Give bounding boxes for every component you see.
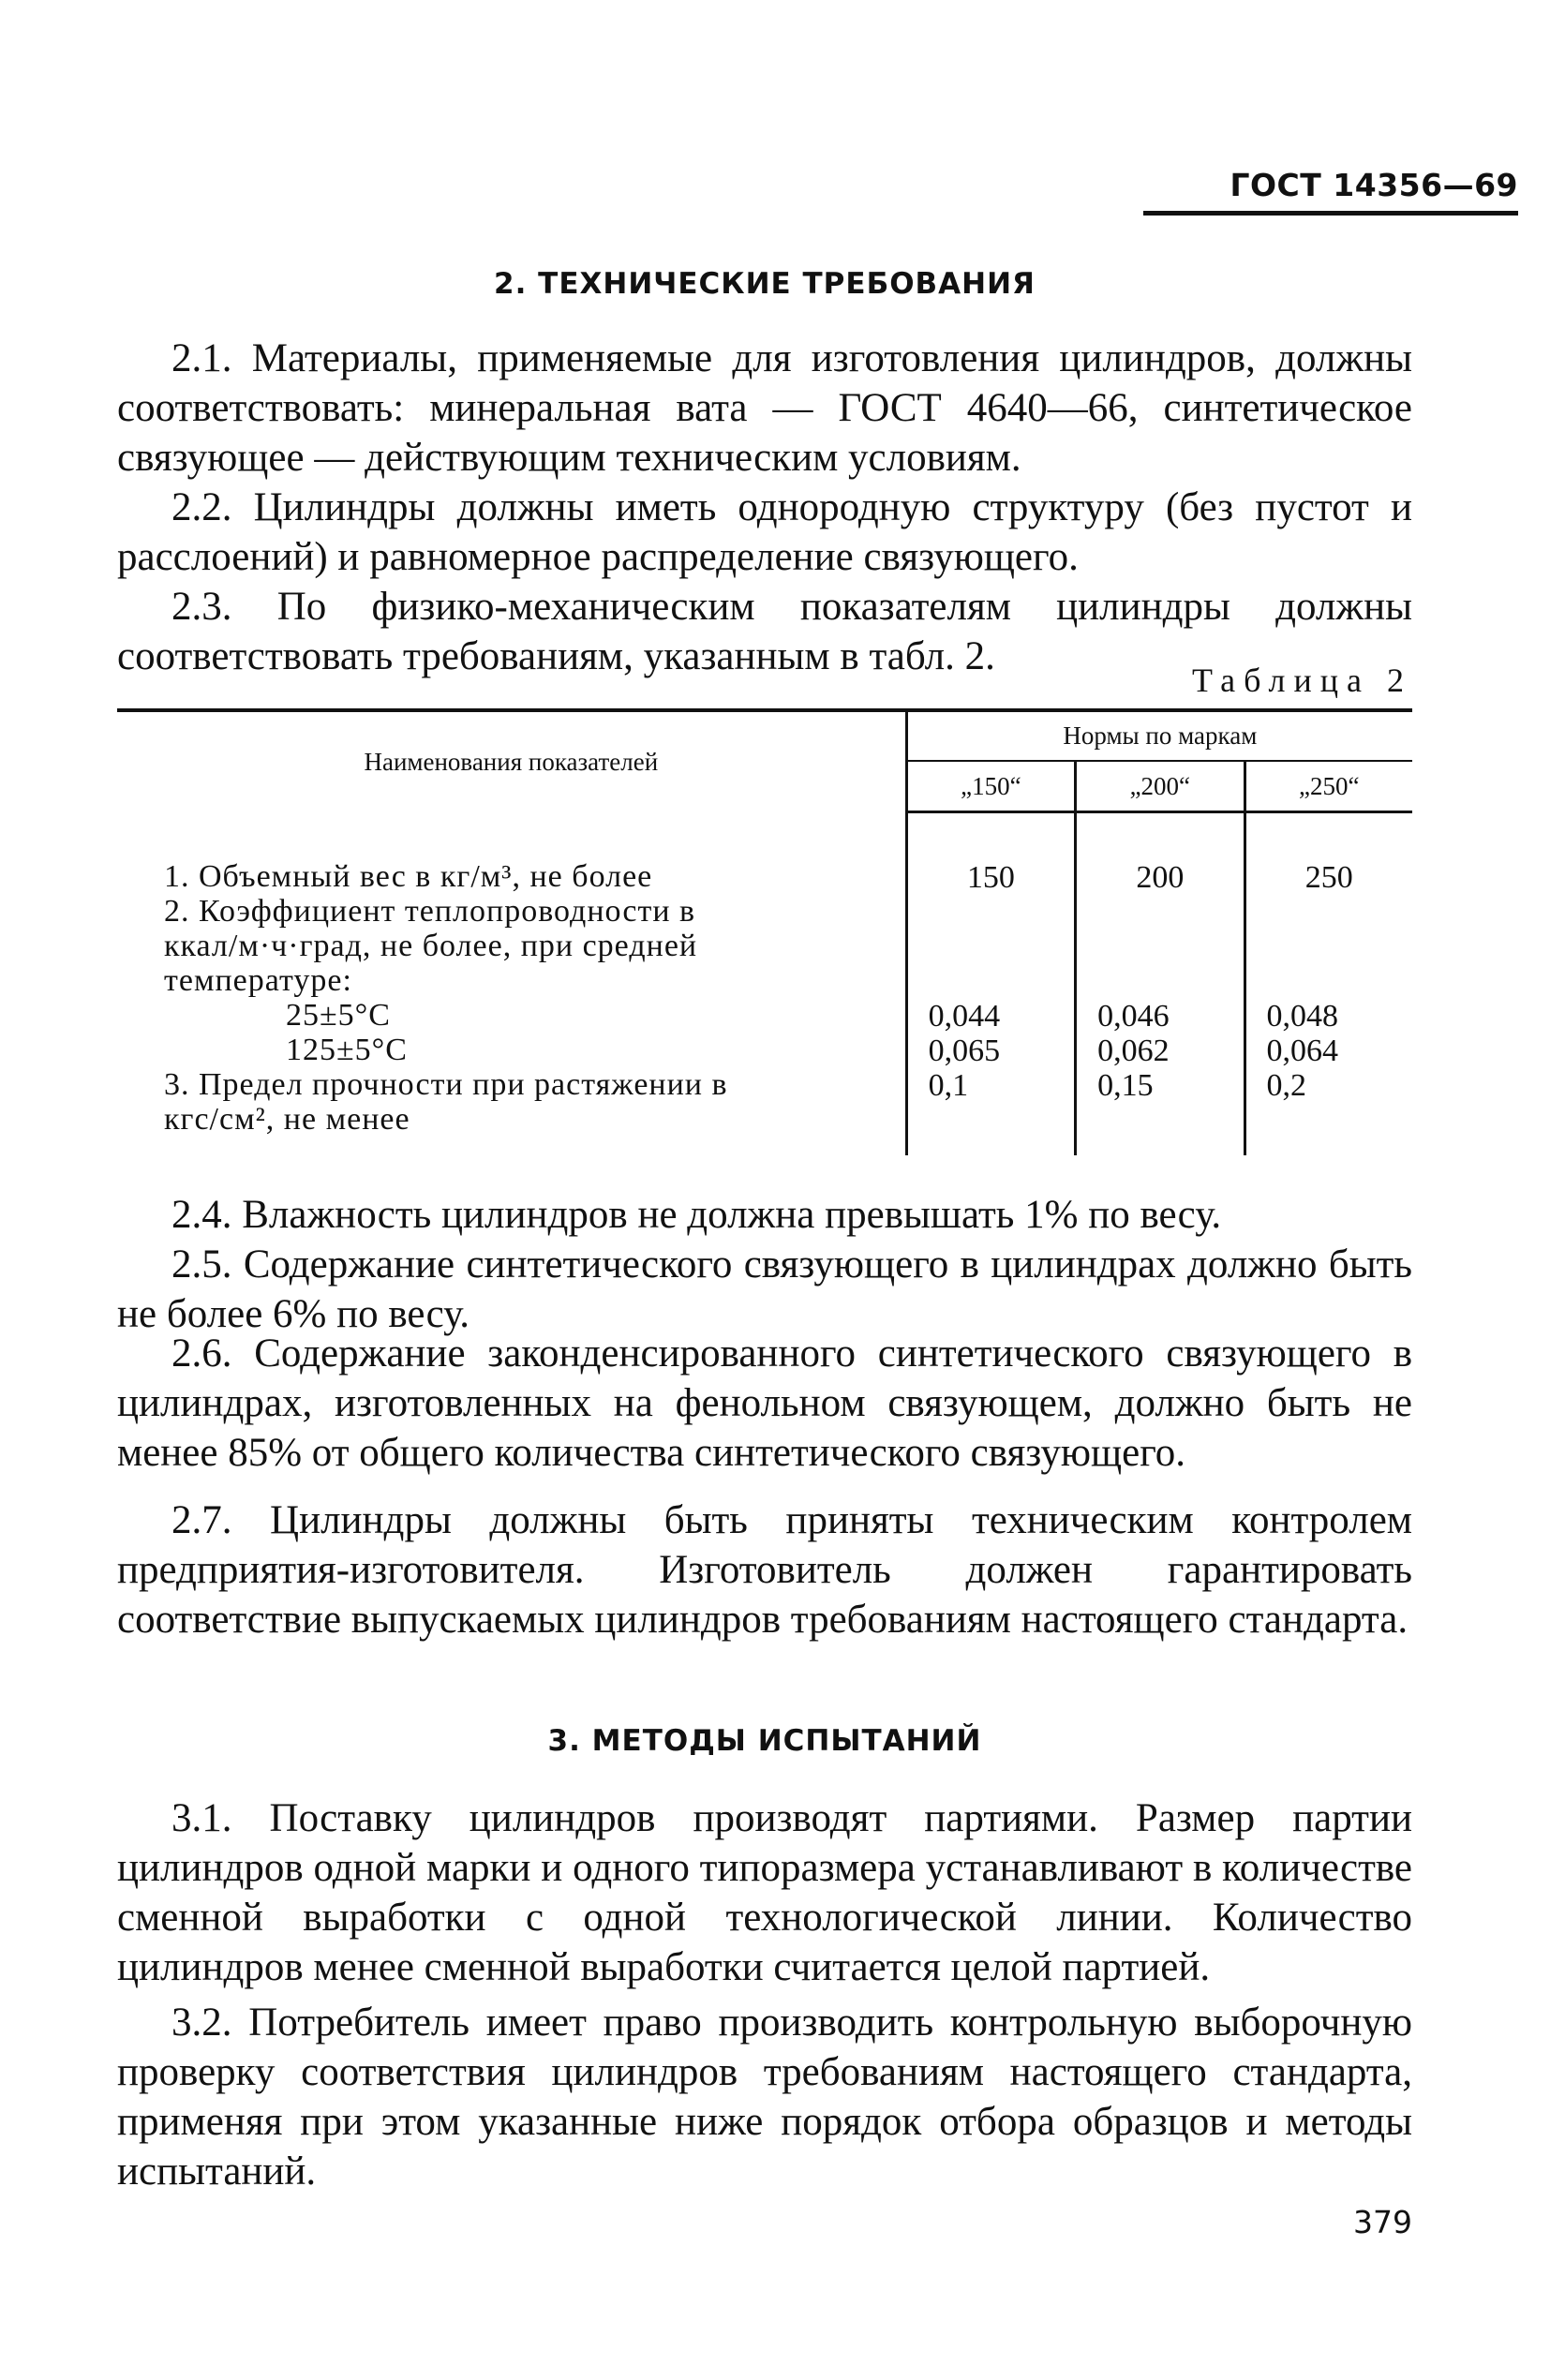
value-150-density: 150 [966,860,1015,895]
paragraph-3-2 [117,1998,1412,2196]
row-conductivity-label-3: температуре: [164,962,352,998]
value-150-k125: 0,065 [928,1034,1001,1068]
table-mark-250: „250“ [1244,761,1412,812]
table-names-cell [117,812,906,1155]
value-250-density: 250 [1304,860,1353,895]
row-conductivity-label-2: ккал/м·ч·град, не более, при средней [164,928,698,963]
value-150-strength: 0,1 [928,1068,969,1103]
table-mark-200: „200“ [1076,761,1244,812]
section-2-title: 2. ТЕХНИЧЕСКИЕ ТРЕБОВАНИЯ [494,267,1036,301]
value-250-k125: 0,064 [1266,1034,1339,1068]
table-col-150 [906,812,1075,1155]
paragraph-2-6-text: 2.6. Содержание законденсированного синтетического связующего в цилиндрах, изготовленных на фенольном связующем, должно быть не менее 85% от общего количества синтетического связующего. [117,1331,1412,1475]
paragraph-2-4 [117,1190,1412,1240]
value-200-k125: 0,062 [1097,1034,1170,1068]
document-page [117,0,1518,2380]
gost-header: ГОСТ 14356—69 [1143,167,1518,216]
row-temp-125-label: 125±5°С [286,1032,408,1067]
table-2 [117,708,1412,1155]
table-caption: Таблица 2 [1192,662,1412,699]
paragraph-2-2 [117,483,1412,582]
paragraph-2-5 [117,1240,1412,1339]
value-200-k25: 0,046 [1097,999,1170,1034]
table-head-norms: Нормы по маркам [906,710,1412,761]
paragraph-2-7-text: 2.7. Цилиндры должны быть приняты техническим контролем предприятия-изготовителя. Изготовитель должен гарантировать соответствие выпускаемых цилиндров требованиям настоящего стандарта. [117,1498,1412,1642]
value-200-density: 200 [1136,860,1185,895]
row-strength-label-1: 3. Предел прочности при растяжении в [164,1066,728,1102]
row-conductivity-label-1: 2. Коэффициент теплопроводности в [164,893,696,929]
table-col-200 [1076,812,1244,1155]
value-200-strength: 0,15 [1097,1068,1154,1103]
paragraph-2-4-text: 2.4. Влажность цилиндров не должна превышать 1% по весу. [171,1193,1222,1237]
value-150-k25: 0,044 [928,999,1001,1034]
paragraph-2-1 [117,334,1412,483]
paragraph-2-7 [117,1495,1412,1644]
row-temp-25-label: 25±5°С [286,997,391,1033]
table-mark-150: „150“ [906,761,1075,812]
value-250-strength: 0,2 [1266,1068,1307,1103]
table-col-250 [1244,812,1412,1155]
paragraph-3-1 [117,1793,1412,1992]
paragraph-2-5-text: 2.5. Содержание синтетического связующего в цилиндрах должно быть не более 6% по весу. [117,1242,1412,1336]
row-density-label: 1. Объемный вес в кг/м³, не более [164,858,653,894]
paragraph-2-1-text: 2.1. Материалы, применяемые для изготовления цилиндров, должны соответствовать: минеральная вата — ГОСТ 4640—66, синтетическое связующее — действующим техническим условиям. [117,336,1412,480]
section-3-title: 3. МЕТОДЫ ИСПЫТАНИЙ [547,1724,982,1758]
row-strength-label-2: кгс/см², не менее [164,1101,410,1137]
paragraph-3-2-text: 3.2. Потребитель имеет право производить контрольную выборочную проверку соответствия цилиндров требованиям настоящего стандарта, применяя при этом указанные ниже порядок отбора образцов и методы испытаний. [117,2001,1412,2194]
paragraph-2-6 [117,1329,1412,1478]
value-250-k25: 0,048 [1266,999,1339,1034]
paragraph-2-3-text: 2.3. По физико-механическим показателям цилиндры должны соответствовать требованиям, указанным в табл. 2. [117,585,1412,678]
paragraph-2-2-text: 2.2. Цилиндры должны иметь однородную структуру (без пустот и расслоений) и равномерное распределение связующего. [117,485,1412,579]
page-number: 379 [1353,2204,1412,2240]
table-row [117,812,1412,1155]
table-head-name: Наименования показателей [117,710,906,812]
paragraph-3-1-text: 3.1. Поставку цилиндров производят партиями. Размер партии цилиндров одной марки и одного типоразмера устанавливают в количестве сменной выработки с одной технологической линии. Количество цилиндров менее сменной выработки считается целой партией. [117,1796,1412,1989]
